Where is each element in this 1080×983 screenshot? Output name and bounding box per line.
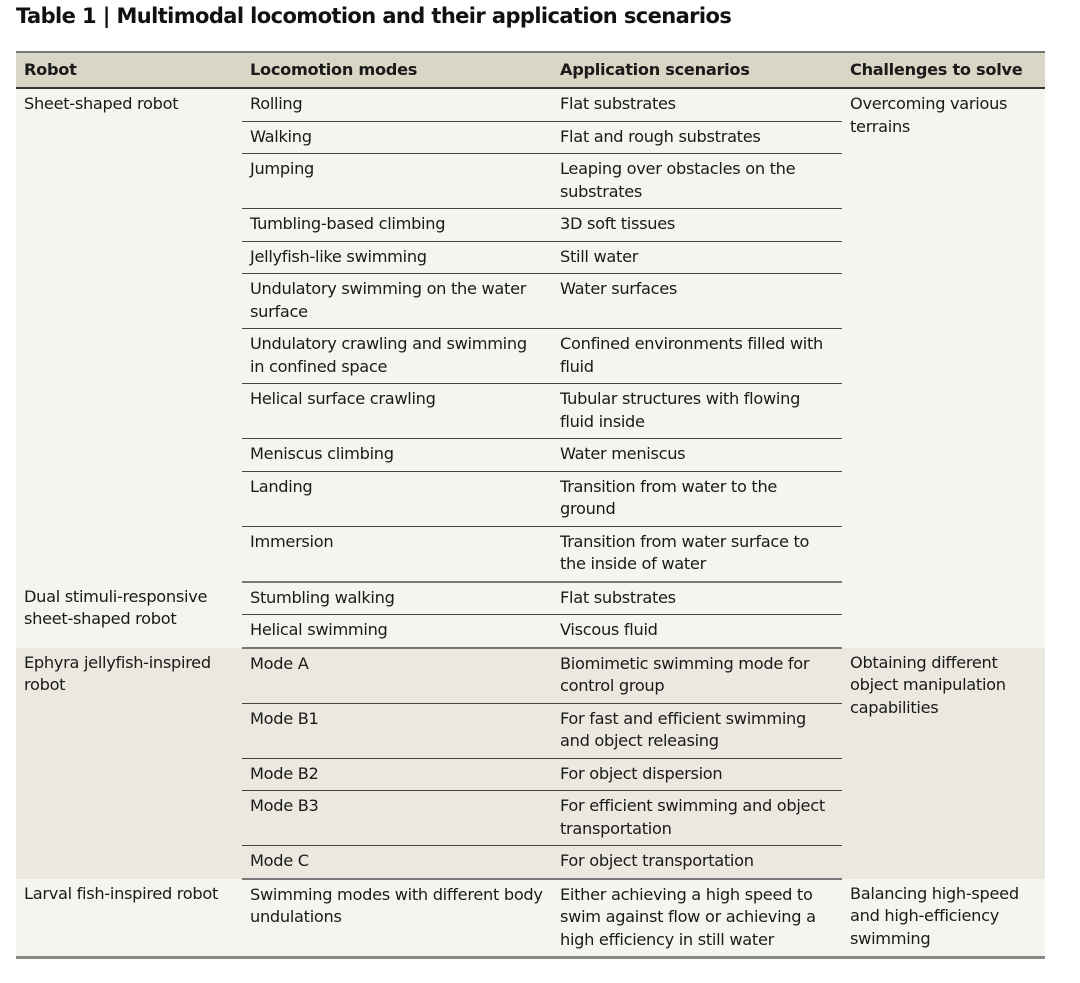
mode-cell: Mode C [242, 846, 552, 879]
scenario-cell: Water meniscus [552, 439, 842, 472]
mode-cell: Walking [242, 121, 552, 154]
challenge-cell: Overcoming various terrains [842, 88, 1045, 582]
mode-cell: Stumbling walking [242, 582, 552, 615]
mode-cell: Landing [242, 471, 552, 526]
scenario-cell: Water surfaces [552, 274, 842, 329]
scenario-cell: Tubular structures with flowing fluid inside [552, 384, 842, 439]
mode-cell: Mode B1 [242, 703, 552, 758]
mode-cell: Rolling [242, 88, 552, 121]
mode-cell: Meniscus climbing [242, 439, 552, 472]
table-row [16, 88, 1045, 121]
mode-cell: Mode B3 [242, 791, 552, 846]
header-locomotion-modes: Locomotion modes [242, 52, 552, 88]
scenario-cell: Flat and rough substrates [552, 121, 842, 154]
mode-cell: Jumping [242, 154, 552, 209]
header-row [16, 52, 1045, 88]
mode-cell: Undulatory crawling and swimming in confined space [242, 329, 552, 384]
mode-cell: Immersion [242, 526, 552, 582]
scenario-cell: Flat substrates [552, 88, 842, 121]
mode-cell: Helical surface crawling [242, 384, 552, 439]
mode-cell: Jellyfish-like swimming [242, 241, 552, 274]
scenario-cell: For object transportation [552, 846, 842, 879]
mode-cell: Undulatory swimming on the water surface [242, 274, 552, 329]
mode-cell: Mode B2 [242, 758, 552, 791]
scenario-cell: Leaping over obstacles on the substrates [552, 154, 842, 209]
mode-cell: Tumbling-based climbing [242, 209, 552, 242]
scenario-cell: For object dispersion [552, 758, 842, 791]
header-application-scenarios: Application scenarios [552, 52, 842, 88]
scenario-cell: Flat substrates [552, 582, 842, 615]
table-title: Table 1 | Multimodal locomotion and their application scenarios [16, 4, 732, 28]
scenario-cell: Biomimetic swimming mode for control group [552, 648, 842, 704]
header-robot: Robot [16, 52, 242, 88]
mode-cell: Mode A [242, 648, 552, 704]
challenge-cell: Obtaining different object manipulation capabilities [842, 648, 1045, 879]
scenario-cell: Transition from water surface to the inside of water [552, 526, 842, 582]
table-body [16, 88, 1045, 958]
header-challenges: Challenges to solve [842, 52, 1045, 88]
scenario-cell: For fast and efficient swimming and object releasing [552, 703, 842, 758]
scenario-cell: For efficient swimming and object transportation [552, 791, 842, 846]
scenario-cell: 3D soft tissues [552, 209, 842, 242]
table-row [16, 582, 1045, 615]
table-row [16, 648, 1045, 704]
mode-cell: Helical swimming [242, 615, 552, 648]
challenge-cell: Balancing high-speed and high-efficiency swimming [842, 879, 1045, 958]
robot-cell: Sheet-shaped robot [16, 88, 242, 582]
robot-cell: Ephyra jellyfish-inspired robot [16, 648, 242, 879]
scenario-cell: Transition from water to the ground [552, 471, 842, 526]
scenario-cell: Either achieving a high speed to swim against flow or achieving a high efficiency in still water [552, 879, 842, 958]
robot-cell: Larval fish-inspired robot [16, 879, 242, 958]
robot-cell: Dual stimuli-responsive sheet-shaped robot [16, 582, 242, 648]
table-row [16, 879, 1045, 958]
scenario-cell: Confined environments filled with fluid [552, 329, 842, 384]
locomotion-table [16, 51, 1045, 959]
mode-cell: Swimming modes with different body undulations [242, 879, 552, 958]
scenario-cell: Viscous fluid [552, 615, 842, 648]
challenge-cell [842, 582, 1045, 648]
scenario-cell: Still water [552, 241, 842, 274]
